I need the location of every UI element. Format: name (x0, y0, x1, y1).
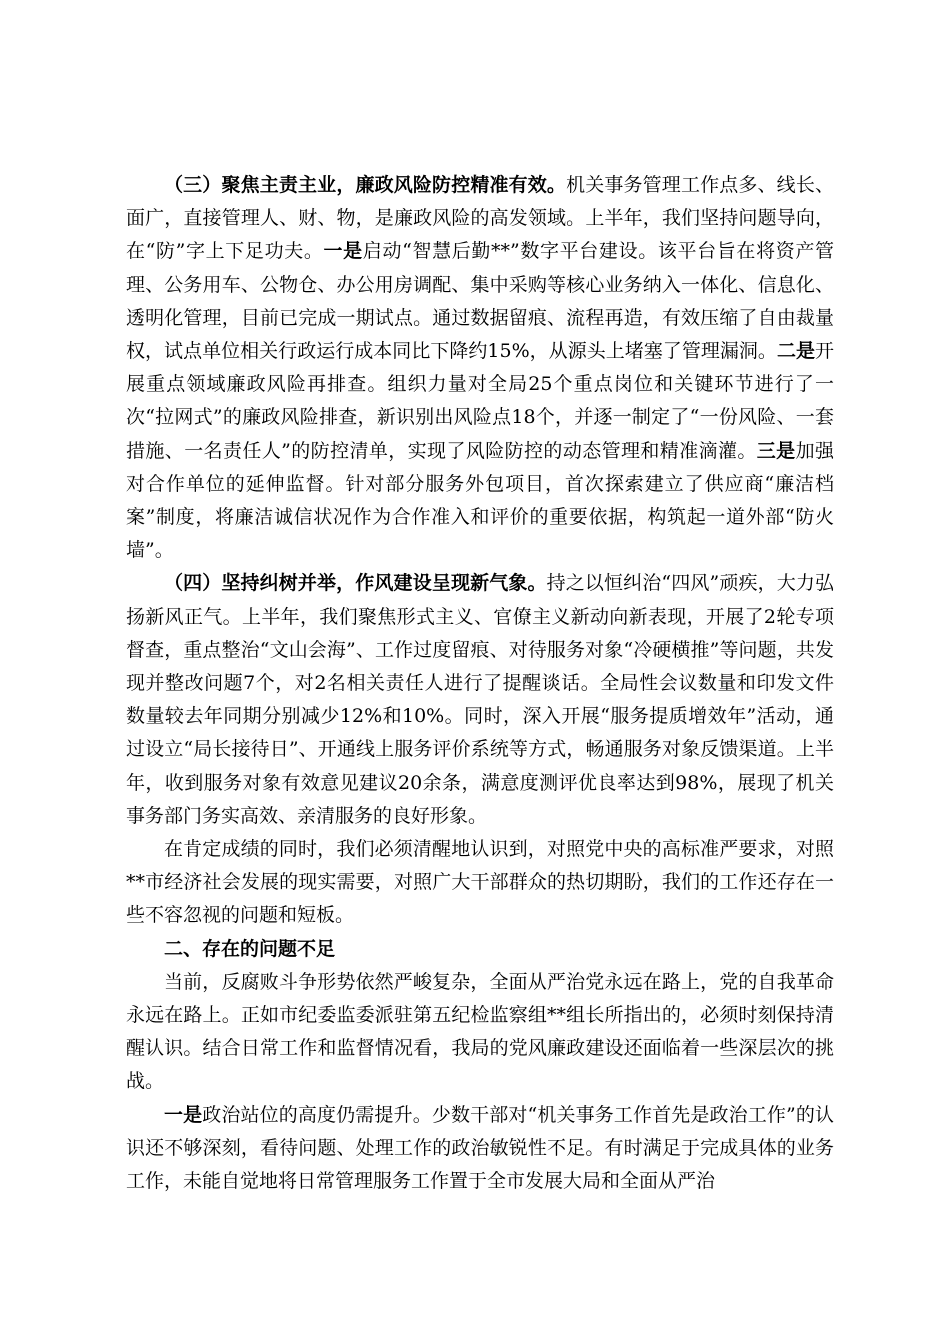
paragraph-text: 机关事务管理工作点多、线长、面广，直接管理人、财、物，是廉政风险的高发领域。上半年，我们坚持问题导向，在“防”字上下足功夫。 (126, 174, 834, 263)
paragraph-text: 持之以恒纠治“四风”顽疾，大力弘扬新风正气。上半年，我们聚焦形式主义、官僚主义新动向新表现，开展了2轮专项督查，重点整治“文山会海”、工作过度留痕、对待服务对象“冷硬横推”等问题，共发现并整改问题7个，对2名相关责任人进行了提醒谈话。全局性会议数量和印发文件数量较去年同期分别减少12%和10%。同时，深入开展“服务提质增效年”活动，通过设立“局长接待日”、开通线上服务评价系统等方式，畅通服务对象反馈渠道。上半年，收到服务对象有效意见建议20余条，满意度测评优良率达到98%，展现了机关事务部门务实高效、亲清服务的良好形象。 (126, 572, 834, 827)
keyword-third: 三是 (756, 439, 796, 462)
paragraph-text: 加强对合作单位的延伸监督。针对部分服务外包项目，首次探索建立了供应商“廉洁档案”制度，将廉洁诚信状况作为合作准入和评价的重要依据，构筑起一道外部“防火墙”。 (126, 439, 834, 562)
section-title-problems: 二、存在的问题不足 (164, 937, 336, 960)
section-heading-four: （四）坚持纠树并举，作风建设呈现新气象。 (164, 572, 547, 595)
section-heading-three: （三）聚焦主责主业，廉政风险防控精准有效。 (164, 174, 567, 196)
paragraph-transition (126, 833, 834, 933)
paragraph-text: 在肯定成绩的同时，我们必须清醒地认识到，对照党中央的高标准严要求，对照**市经济社会发展的现实需要，对照广大干部群众的热切期盼，我们的工作还存在一些不容忽视的问题和短板。 (126, 838, 834, 927)
document-page (126, 169, 834, 1198)
keyword-first: 一是 (164, 1103, 203, 1126)
paragraph-text: 开展重点领域廉政风险再排查。组织力量对全局25个重点岗位和关键环节进行了一次“拉网式”的廉政风险排查，新识别出风险点18个，并逐一制定了“一份风险、一套措施、一名责任人”的防控清单，实现了风险防控的动态管理和精准滴灌。 (126, 340, 834, 462)
paragraph-problems-intro (126, 966, 834, 1099)
keyword-first: 一是 (323, 240, 363, 263)
paragraph-problem-one (126, 1099, 834, 1199)
paragraph-text: 政治站位的高度仍需提升。少数干部对“机关事务工作首先是政治工作”的认识还不够深刻，看待问题、处理工作的政治敏锐性不足。有时满足于完成具体的业务工作，未能自觉地将日常管理服务工作置于全市发展大局和全面从严治 (126, 1103, 834, 1193)
keyword-second: 二是 (776, 340, 815, 363)
paragraph-text: 当前，反腐败斗争形势依然严峻复杂，全面从严治党永远在路上，党的自我革命永远在路上。正如市纪委监委派驻第五纪检监察组**组长所指出的，必须时刻保持清醒认识。结合日常工作和监督情况看，我局的党风廉政建设还面临着一些深层次的挑战。 (126, 970, 834, 1093)
paragraph-section-four (126, 567, 834, 833)
paragraph-text: 启动“智慧后勤**”数字平台建设。该平台旨在将资产管理、公务用车、公物仓、办公用房调配、集中采购等核心业务纳入一体化、信息化、透明化管理，目前已完成一期试点。通过数据留痕、流程再造，有效压缩了自由裁量权，试点单位相关行政运行成本同比下降约15%，从源头上堵塞了管理漏洞。 (126, 240, 834, 363)
paragraph-section-three (126, 169, 834, 567)
